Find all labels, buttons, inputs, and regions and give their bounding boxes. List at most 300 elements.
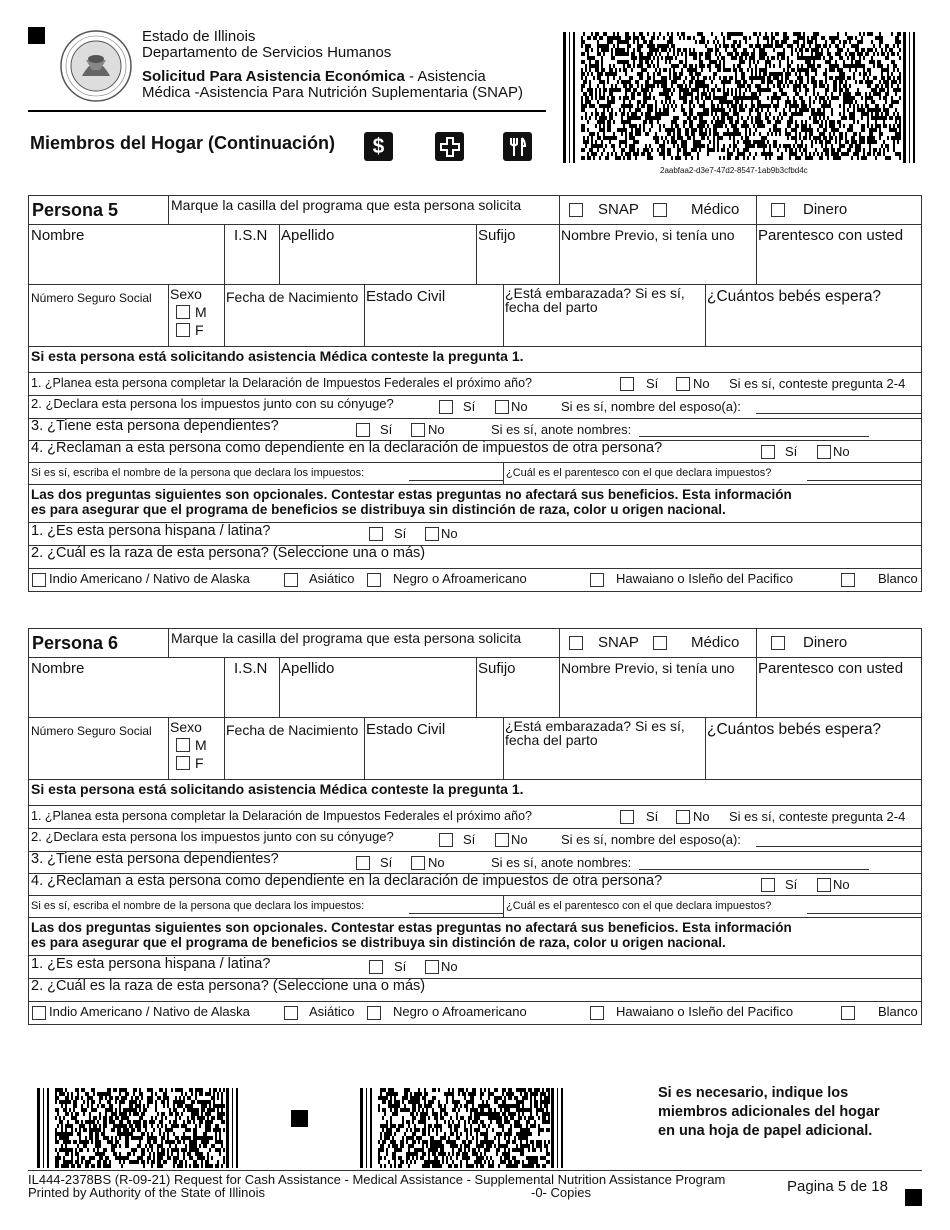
barcode-module <box>881 40 883 44</box>
column-divider <box>224 657 225 717</box>
barcode-module <box>127 1156 129 1160</box>
barcode-module <box>221 1120 223 1124</box>
barcode-module <box>815 116 817 120</box>
barcode-module <box>436 1116 438 1120</box>
barcode-module <box>117 1132 119 1136</box>
race-2-checkbox[interactable] <box>284 573 298 587</box>
hispanic-si-checkbox[interactable] <box>369 960 383 974</box>
barcode-module <box>767 152 769 156</box>
barcode-module <box>663 44 665 48</box>
barcode-module <box>709 60 711 64</box>
barcode-module <box>699 60 701 64</box>
barcode-module <box>899 124 901 128</box>
dependents-names-field[interactable] <box>639 436 869 437</box>
barcode-module <box>813 116 815 120</box>
barcode-module <box>683 88 685 92</box>
barcode-module <box>779 144 781 148</box>
barcode-module <box>207 1124 209 1128</box>
barcode-module <box>402 1136 404 1140</box>
barcode-module <box>815 44 817 48</box>
column-divider <box>503 895 504 917</box>
barcode-module <box>73 1140 75 1144</box>
barcode-module <box>117 1116 119 1120</box>
barcode-module <box>516 1120 518 1124</box>
barcode-module <box>528 1116 530 1120</box>
barcode-module <box>430 1124 432 1128</box>
q2-no-checkbox[interactable] <box>495 400 509 414</box>
barcode-module <box>853 104 855 108</box>
barcode-module <box>875 120 877 124</box>
barcode-module <box>446 1156 448 1160</box>
barcode-module <box>863 124 865 128</box>
barcode-module <box>767 104 769 108</box>
q1-no-checkbox[interactable] <box>676 377 690 391</box>
barcode-module <box>55 1132 57 1136</box>
barcode-module <box>801 56 803 60</box>
barcode-module <box>665 76 667 80</box>
barcode-module <box>127 1092 129 1096</box>
barcode-module <box>843 84 845 88</box>
barcode-module <box>633 96 635 100</box>
barcode-module <box>663 108 665 112</box>
q4-si-checkbox[interactable] <box>761 878 775 892</box>
q1-no-checkbox[interactable] <box>676 810 690 824</box>
race-2-checkbox[interactable] <box>284 1006 298 1020</box>
barcode-module <box>406 1128 408 1132</box>
barcode-module <box>581 72 583 76</box>
barcode-module <box>723 92 725 96</box>
barcode-module <box>75 1148 77 1152</box>
barcode-module <box>825 100 827 104</box>
barcode-module <box>657 60 659 64</box>
barcode-module <box>420 1116 422 1120</box>
barcode-module <box>143 1148 145 1152</box>
barcode-module <box>87 1140 89 1144</box>
q4-label: 4. ¿Reclaman a esta persona como dependiente en la declaración de impuestos de otra persona? <box>31 440 663 456</box>
barcode-module <box>207 1164 209 1168</box>
note-line-3: en una hoja de papel adicional. <box>658 1123 873 1139</box>
q1-si-checkbox[interactable] <box>620 377 634 391</box>
barcode-module <box>460 1132 462 1136</box>
hispanic-no-checkbox[interactable] <box>425 527 439 541</box>
race-4-checkbox[interactable] <box>590 1006 604 1020</box>
barcode-module <box>585 96 587 100</box>
barcode-module <box>611 72 613 76</box>
barcode-module <box>855 48 857 52</box>
barcode-module <box>731 120 733 124</box>
race-5-checkbox[interactable] <box>841 1006 855 1020</box>
q4-claimant-name-label: Si es sí, escriba el nombre de la persona que declara los impuestos: <box>31 900 365 912</box>
barcode-module <box>713 116 715 120</box>
race-3-checkbox[interactable] <box>367 573 381 587</box>
barcode-module <box>406 1136 408 1140</box>
barcode-module <box>113 1088 115 1092</box>
barcode-module <box>717 96 719 100</box>
barcode-module <box>105 1092 107 1096</box>
barcode-module <box>689 72 691 76</box>
barcode-module <box>203 1136 205 1140</box>
barcode-module <box>185 1144 187 1148</box>
barcode-module <box>649 116 651 120</box>
q4-no-checkbox[interactable] <box>817 445 831 459</box>
barcode-module <box>390 1120 392 1124</box>
barcode-module <box>821 112 823 116</box>
row-divider <box>29 462 921 463</box>
embarazada-label-1: ¿Está embarazada? Si es sí, <box>505 285 685 301</box>
barcode-module <box>591 132 593 136</box>
barcode-module <box>195 1160 197 1164</box>
medico-checkbox[interactable] <box>653 636 667 650</box>
barcode-module <box>581 100 583 104</box>
barcode-module <box>789 100 791 104</box>
barcode-module <box>454 1100 456 1104</box>
barcode-module <box>669 100 671 104</box>
barcode-module <box>452 1096 454 1100</box>
barcode-module <box>607 96 609 100</box>
barcode-module <box>733 48 735 52</box>
race-1-checkbox[interactable] <box>32 573 46 587</box>
snap-checkbox[interactable] <box>569 636 583 650</box>
barcode-module <box>623 108 625 112</box>
barcode-module <box>701 96 703 100</box>
barcode-module <box>169 1112 171 1116</box>
barcode-module <box>861 48 863 52</box>
barcode-module <box>725 100 727 104</box>
parentesco-label: Parentesco con usted <box>758 660 904 677</box>
sex-m-checkbox[interactable] <box>176 738 190 752</box>
race-1-checkbox[interactable] <box>32 1006 46 1020</box>
barcode-module <box>773 36 775 40</box>
barcode-module <box>436 1156 438 1160</box>
barcode-module <box>733 132 735 136</box>
barcode-module <box>633 32 635 36</box>
barcode-module <box>400 1108 402 1112</box>
barcode-module <box>847 92 849 96</box>
barcode-module <box>139 1144 141 1148</box>
barcode-module <box>699 112 701 116</box>
barcode-module <box>809 64 811 68</box>
barcode-module <box>544 1100 546 1104</box>
barcode-module <box>611 36 613 40</box>
barcode-module <box>486 1148 488 1152</box>
barcode-module <box>737 44 739 48</box>
barcode-module <box>615 52 617 56</box>
barcode-module <box>791 48 793 52</box>
barcode-module <box>189 1152 191 1156</box>
barcode-module <box>653 80 655 84</box>
barcode-module <box>611 108 613 112</box>
q3-si-checkbox[interactable] <box>356 856 370 870</box>
barcode-module <box>67 1152 69 1156</box>
barcode-module <box>207 1136 209 1140</box>
barcode-module <box>861 124 863 128</box>
barcode-module <box>655 68 657 72</box>
barcode-module <box>727 128 729 132</box>
barcode-module <box>843 116 845 120</box>
barcode-module <box>657 136 659 140</box>
q1-si-checkbox[interactable] <box>620 810 634 824</box>
barcode-module <box>879 44 881 48</box>
barcode-module <box>631 68 633 72</box>
barcode-module <box>827 116 829 120</box>
barcode-module <box>83 1124 85 1128</box>
barcode-module <box>464 1148 466 1152</box>
barcode-module <box>141 1112 143 1116</box>
barcode-module <box>867 48 869 52</box>
barcode-module <box>71 1092 73 1096</box>
race-3-checkbox[interactable] <box>367 1006 381 1020</box>
barcode-module <box>899 96 901 100</box>
barcode-module <box>581 116 583 120</box>
barcode-module <box>801 52 803 56</box>
barcode-module <box>691 148 693 152</box>
barcode-module <box>123 1124 125 1128</box>
barcode-module <box>103 1116 105 1120</box>
barcode-module <box>532 1156 534 1160</box>
barcode-module <box>613 32 615 36</box>
barcode-module <box>813 108 815 112</box>
barcode-module <box>619 144 621 148</box>
barcode-module <box>635 36 637 40</box>
barcode-module <box>629 80 631 84</box>
barcode-module <box>743 156 745 160</box>
barcode-module <box>189 1104 191 1108</box>
barcode-module <box>653 56 655 60</box>
barcode-module <box>813 68 815 72</box>
barcode-module <box>111 1116 113 1120</box>
barcode-module <box>729 120 731 124</box>
barcode-module <box>424 1164 426 1168</box>
barcode-module <box>751 108 753 112</box>
barcode-module <box>825 120 827 124</box>
barcode-module <box>879 92 881 96</box>
claimant-name-field[interactable] <box>409 480 503 481</box>
barcode-module <box>410 1152 412 1156</box>
barcode-module <box>731 152 733 156</box>
barcode-module <box>175 1096 177 1100</box>
barcode-module <box>105 1136 107 1140</box>
barcode-module <box>476 1112 478 1116</box>
barcode-module <box>657 44 659 48</box>
sex-m-checkbox[interactable] <box>176 305 190 319</box>
barcode-module <box>831 148 833 152</box>
sex-f-checkbox[interactable] <box>176 323 190 337</box>
barcode-module <box>530 1140 532 1144</box>
barcode-module <box>414 1092 416 1096</box>
barcode-module <box>747 84 749 88</box>
barcode-module <box>506 1104 508 1108</box>
q2-si-checkbox[interactable] <box>439 400 453 414</box>
barcode-module <box>201 1092 203 1096</box>
barcode-module <box>165 1128 167 1132</box>
row-divider <box>29 917 921 918</box>
isn-label: I.S.N <box>234 227 268 244</box>
barcode-module <box>659 108 661 112</box>
barcode-module <box>410 1100 412 1104</box>
barcode-module <box>895 116 897 120</box>
barcode-module <box>895 80 897 84</box>
barcode-module <box>691 120 693 124</box>
barcode-module <box>595 64 597 68</box>
barcode-module <box>887 76 889 80</box>
barcode-module <box>887 148 889 152</box>
barcode-module <box>783 48 785 52</box>
spouse-name-field[interactable] <box>756 413 921 414</box>
barcode-module <box>448 1120 450 1124</box>
barcode-module <box>821 140 823 144</box>
barcode-module <box>765 112 767 116</box>
barcode-module <box>843 96 845 100</box>
sex-f-checkbox[interactable] <box>176 756 190 770</box>
barcode-module <box>528 1148 530 1152</box>
barcode-module <box>382 1088 384 1092</box>
q3-no-checkbox[interactable] <box>411 423 425 437</box>
barcode-module <box>715 44 717 48</box>
snap-checkbox[interactable] <box>569 203 583 217</box>
barcode-module <box>151 1136 153 1140</box>
barcode-module <box>825 92 827 96</box>
barcode-module <box>801 124 803 128</box>
q2-no-checkbox[interactable] <box>495 833 509 847</box>
barcode-module <box>875 108 877 112</box>
barcode-module <box>139 1100 141 1104</box>
barcode-module <box>655 132 657 136</box>
barcode-module <box>861 116 863 120</box>
barcode-module <box>504 1120 506 1124</box>
barcode-module <box>468 1140 470 1144</box>
barcode-module <box>813 48 815 52</box>
barcode-module <box>681 52 683 56</box>
barcode-module <box>813 152 815 156</box>
barcode-module <box>510 1104 512 1108</box>
barcode-module <box>91 1140 93 1144</box>
barcode-module <box>603 84 605 88</box>
barcode-module <box>81 1160 83 1164</box>
barcode-module <box>522 1088 524 1092</box>
claimant-relation-field[interactable] <box>807 913 921 914</box>
barcode-module <box>595 96 597 100</box>
barcode-module <box>544 1120 546 1124</box>
barcode-module <box>761 124 763 128</box>
race-4-checkbox[interactable] <box>590 573 604 587</box>
spouse-name-field[interactable] <box>756 846 921 847</box>
q3-no-checkbox[interactable] <box>411 856 425 870</box>
barcode-module <box>512 1140 514 1144</box>
claimant-name-field[interactable] <box>409 913 503 914</box>
barcode-module <box>823 96 825 100</box>
barcode-module <box>867 120 869 124</box>
q3-si-checkbox[interactable] <box>356 423 370 437</box>
barcode-module <box>657 48 659 52</box>
barcode-module <box>701 112 703 116</box>
barcode-module <box>386 1136 388 1140</box>
barcode-module <box>649 40 651 44</box>
barcode-module <box>689 116 691 120</box>
barcode-module <box>504 1132 506 1136</box>
barcode-module <box>478 1156 480 1160</box>
barcode-module <box>161 1152 163 1156</box>
column-divider <box>364 284 365 346</box>
barcode-module <box>659 116 661 120</box>
barcode-module <box>703 144 705 148</box>
hispanic-no-checkbox[interactable] <box>425 960 439 974</box>
barcode-module <box>599 96 601 100</box>
barcode-module <box>191 1104 193 1108</box>
barcode-module <box>653 32 655 36</box>
medico-checkbox[interactable] <box>653 203 667 217</box>
barcode-module <box>382 1108 384 1112</box>
barcode-module <box>464 1152 466 1156</box>
barcode-module <box>133 1108 135 1112</box>
barcode-module <box>761 104 763 108</box>
barcode-module <box>803 100 805 104</box>
q4-si-checkbox[interactable] <box>761 445 775 459</box>
barcode-module <box>707 108 709 112</box>
barcode-module <box>869 136 871 140</box>
claimant-relation-field[interactable] <box>807 480 921 481</box>
barcode-module <box>723 68 725 72</box>
barcode-module <box>897 88 899 92</box>
dinero-checkbox[interactable] <box>771 203 785 217</box>
barcode-module <box>651 116 653 120</box>
barcode-module <box>400 1124 402 1128</box>
barcode-module <box>701 136 703 140</box>
barcode-module <box>625 40 627 44</box>
barcode-module <box>775 40 777 44</box>
barcode-module <box>803 148 805 152</box>
barcode-module <box>797 68 799 72</box>
barcode-module <box>522 1136 524 1140</box>
barcode-module <box>837 120 839 124</box>
barcode-module <box>211 1108 213 1112</box>
barcode-module <box>829 100 831 104</box>
barcode-module <box>623 104 625 108</box>
barcode-module <box>400 1164 402 1168</box>
q2-si-checkbox[interactable] <box>439 833 453 847</box>
barcode-module <box>386 1124 388 1128</box>
barcode-module <box>797 44 799 48</box>
barcode-module <box>727 36 729 40</box>
barcode-module <box>603 116 605 120</box>
barcode-module <box>175 1156 177 1160</box>
barcode-module <box>757 104 759 108</box>
barcode-module <box>709 132 711 136</box>
barcode-module <box>741 124 743 128</box>
barcode-module <box>745 80 747 84</box>
barcode-module <box>504 1088 506 1092</box>
barcode-module <box>57 1140 59 1144</box>
dependents-names-field[interactable] <box>639 869 869 870</box>
q4-no-checkbox[interactable] <box>817 878 831 892</box>
barcode-module <box>845 88 847 92</box>
barcode-module <box>679 136 681 140</box>
barcode-module <box>498 1144 500 1148</box>
dinero-checkbox[interactable] <box>771 636 785 650</box>
barcode-module <box>777 44 779 48</box>
race-5-checkbox[interactable] <box>841 573 855 587</box>
barcode-module <box>597 84 599 88</box>
barcode-module <box>709 140 711 144</box>
barcode-module <box>422 1148 424 1152</box>
barcode-module <box>526 1096 528 1100</box>
barcode-module <box>440 1144 442 1148</box>
barcode-module <box>589 44 591 48</box>
hispanic-si-checkbox[interactable] <box>369 527 383 541</box>
barcode-module <box>685 60 687 64</box>
barcode-module <box>669 72 671 76</box>
barcode-module <box>735 40 737 44</box>
barcode-module <box>769 60 771 64</box>
